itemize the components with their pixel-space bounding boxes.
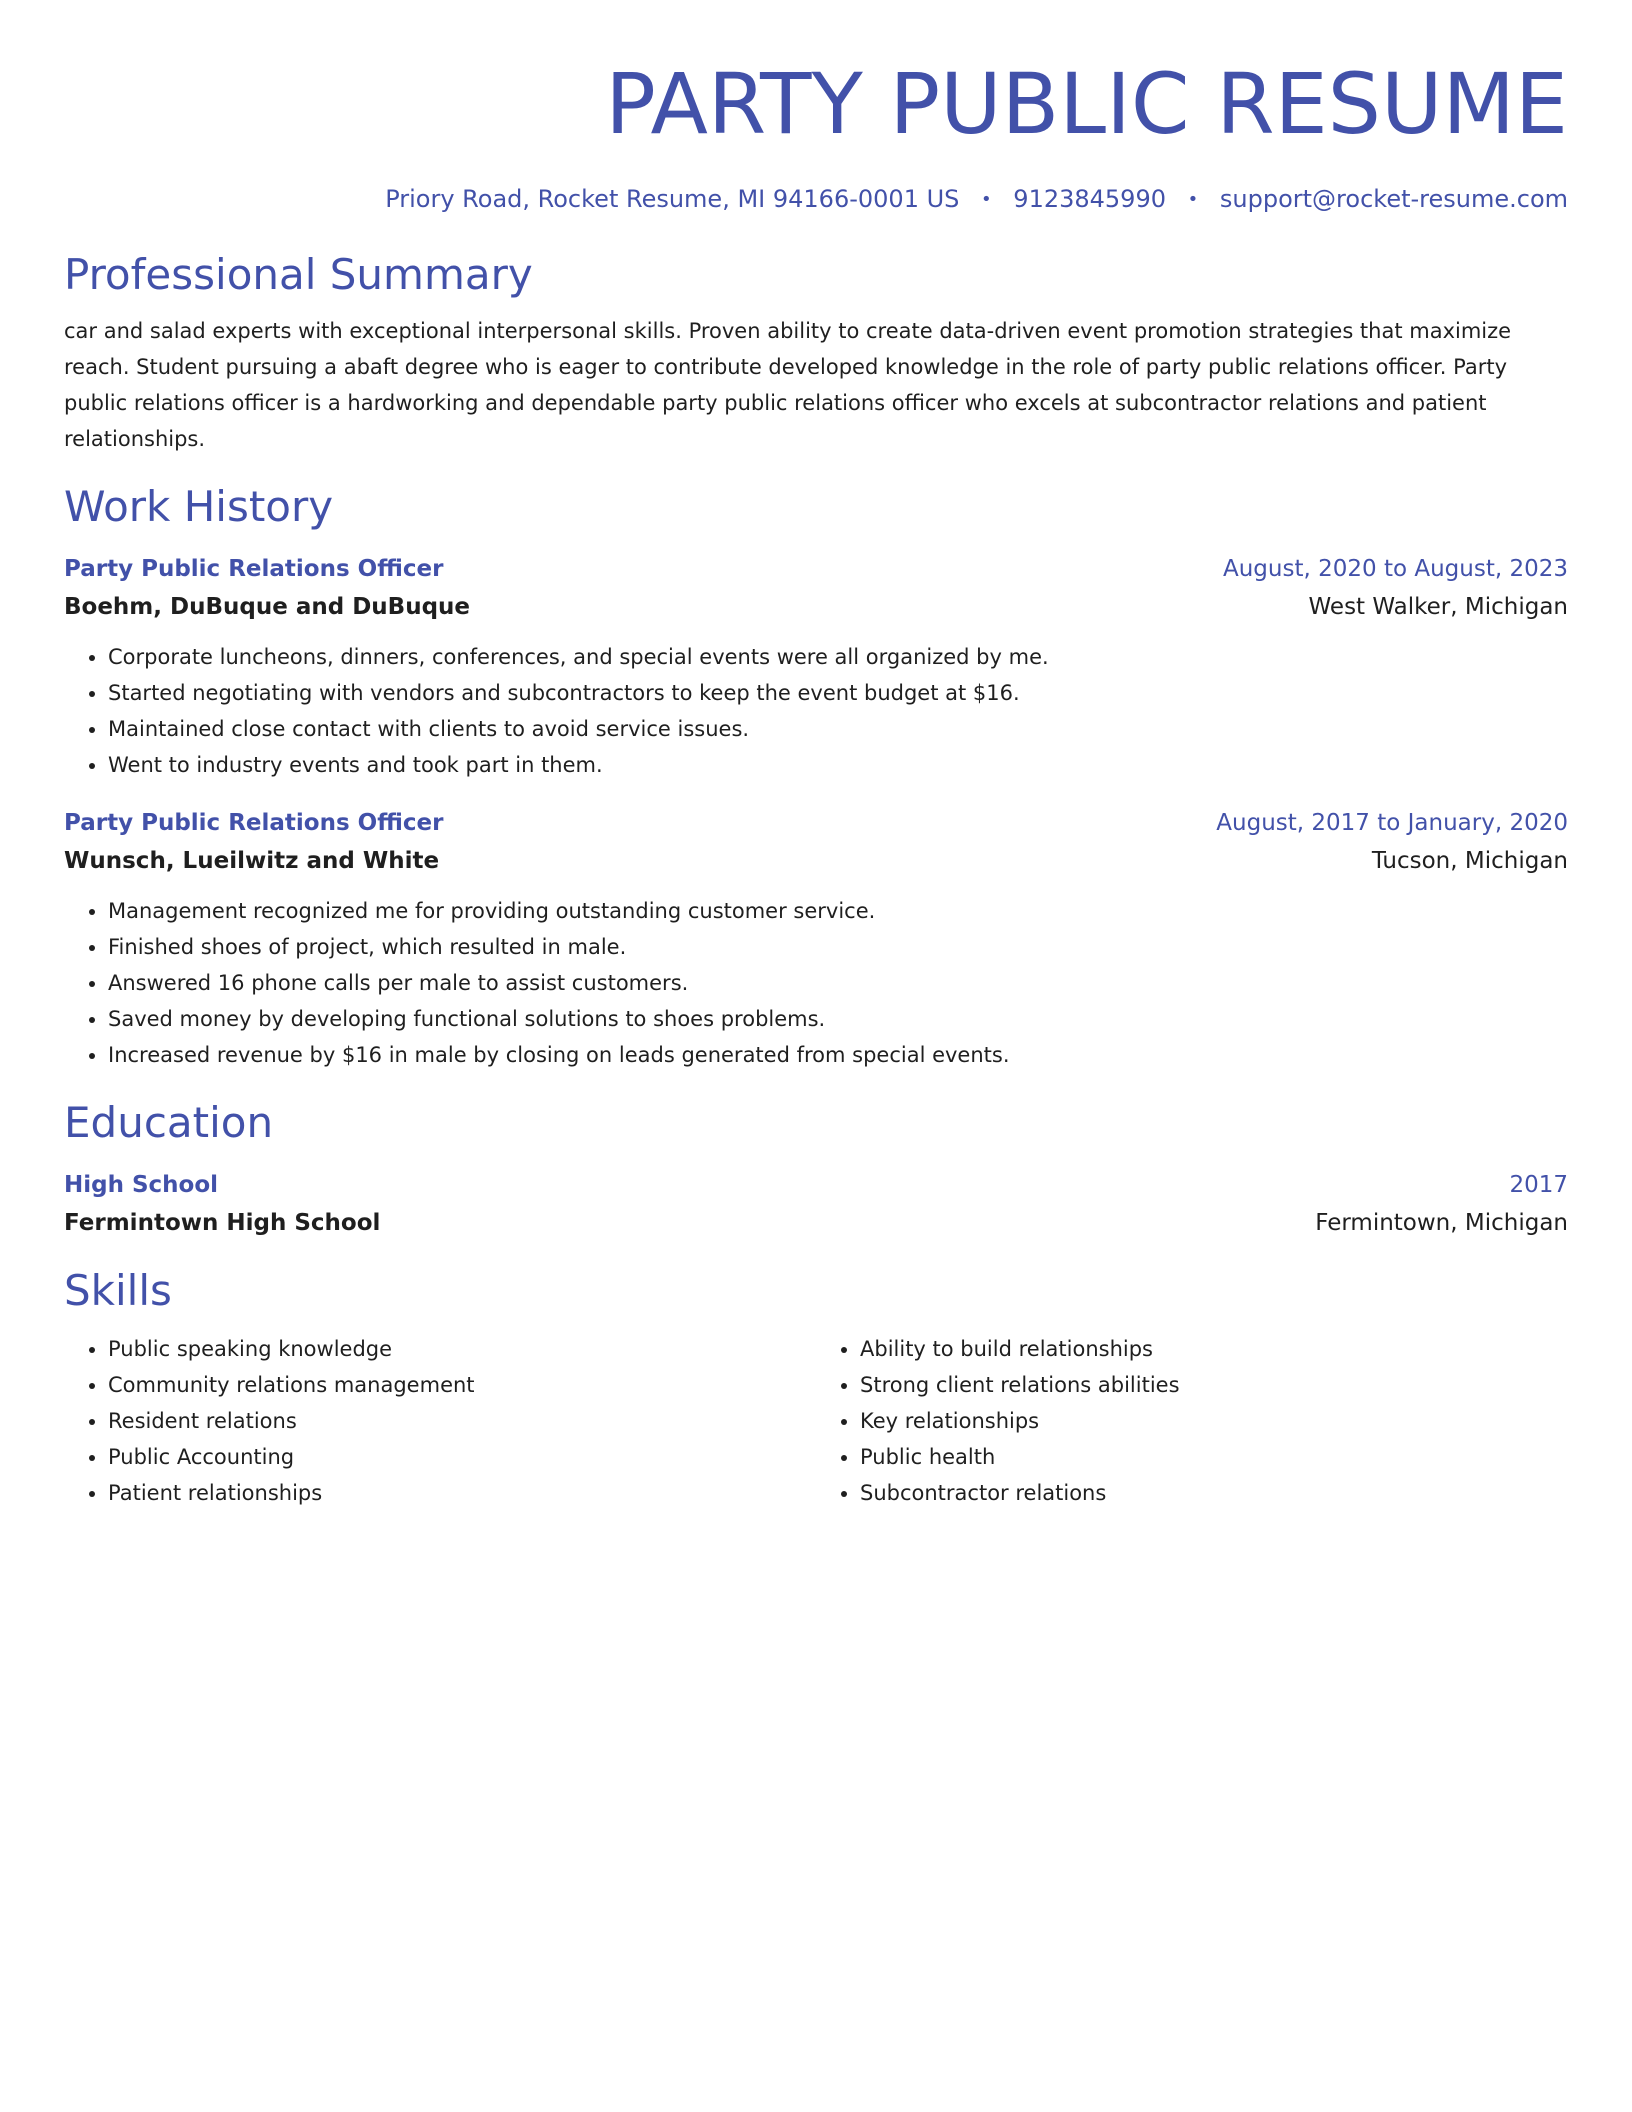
job-bullet: • Answered 16 phone calls per male to assist customers. (108, 965, 1568, 1001)
job-title: Party Public Relations Officer (64, 810, 444, 836)
education-year: 2017 (1509, 1172, 1568, 1198)
education-entry (64, 1167, 1568, 1243)
education-school: Fermintown High School (64, 1210, 381, 1236)
candidate-name: PARTY PUBLIC RESUME (605, 55, 1568, 153)
professional-summary-section (64, 249, 1568, 457)
job-bullet: • Increased revenue by $16 in male by closing on leads generated from special events. (108, 1037, 1568, 1073)
contact-address: Priory Road, Rocket Resume, MI 94166-0001 US (385, 185, 960, 213)
job-bullet: • Went to industry events and took part in them. (108, 747, 1568, 783)
skill-item: • Public Accounting (108, 1439, 816, 1475)
skill-item: • Ability to build relationships (860, 1331, 1568, 1367)
skill-item: • Strong client relations abilities (860, 1367, 1568, 1403)
job-entry (64, 551, 1568, 783)
skill-item: • Subcontractor relations (860, 1475, 1568, 1511)
education-section (64, 1097, 1568, 1243)
section-title-skills: Skills (64, 1266, 172, 1315)
job-company: Boehm, DuBuque and DuBuque (64, 594, 471, 620)
contact-separator: • (981, 189, 992, 210)
section-title-work-history: Work History (64, 482, 334, 531)
job-bullet: • Started negotiating with vendors and subcontractors to keep the event budget at $16. (108, 675, 1568, 711)
section-title-summary: Professional Summary (64, 250, 533, 299)
skills-section (64, 1265, 1568, 1511)
job-dates: August, 2020 to August, 2023 (1223, 556, 1568, 582)
job-bullet: • Finished shoes of project, which resulted in male. (108, 929, 1568, 965)
skills-columns (64, 1331, 1568, 1511)
job-bullet: • Saved money by developing functional solutions to shoes problems. (108, 1001, 1568, 1037)
job-entry (64, 805, 1568, 1073)
summary-text: car and salad experts with exceptional interpersonal skills. Proven ability to create data-driven event promotion strategies that maximize reach. Student pursuing a abaft degree who is eager to contribute developed knowledge in the role of party public relations officer. Party public relations officer is a hardworking and dependable party public relations officer who excels at subcontractor relations and patient relationships. (64, 319, 1512, 451)
section-title-education: Education (64, 1098, 274, 1147)
job-bullet: • Corporate luncheons, dinners, conferences, and special events were all organized by me. (108, 639, 1568, 675)
job-title: Party Public Relations Officer (64, 556, 444, 582)
skills-list-right (816, 1331, 1568, 1511)
skills-list-left (64, 1331, 816, 1511)
contact-phone: 9123845990 (1013, 185, 1166, 213)
skill-item: • Patient relationships (108, 1475, 816, 1511)
job-location: Tucson, Michigan (1371, 848, 1568, 874)
skill-item: • Resident relations (108, 1403, 816, 1439)
skill-item: • Public health (860, 1439, 1568, 1475)
job-bullets (64, 893, 1568, 1073)
education-degree: High School (64, 1172, 219, 1198)
job-dates: August, 2017 to January, 2020 (1216, 810, 1568, 836)
skill-item: • Key relationships (860, 1403, 1568, 1439)
education-location: Fermintown, Michigan (1315, 1210, 1568, 1236)
job-bullet: • Maintained close contact with clients to avoid service issues. (108, 711, 1568, 747)
contact-email: support@rocket-resume.com (1219, 185, 1568, 213)
work-history-section (64, 481, 1568, 1073)
skill-item: • Community relations management (108, 1367, 816, 1403)
skill-item: • Public speaking knowledge (108, 1331, 816, 1367)
contact-line (64, 182, 1568, 217)
job-bullets (64, 639, 1568, 783)
contact-separator: • (1187, 189, 1199, 210)
job-bullet: • Management recognized me for providing outstanding customer service. (108, 893, 1568, 929)
job-company: Wunsch, Lueilwitz and White (64, 848, 440, 874)
job-location: West Walker, Michigan (1308, 594, 1568, 620)
resume-header (64, 0, 1568, 217)
